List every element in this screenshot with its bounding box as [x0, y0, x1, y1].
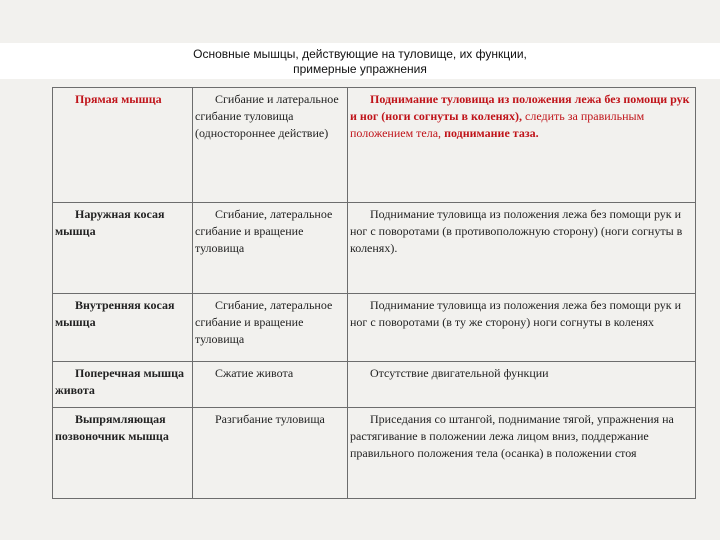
exercise-cell: Поднимание туловища из положения лежа без помощи рук и ног с поворотами (в ту же сторону) ноги согнуты в коленях	[348, 294, 696, 362]
exercise-cell: Приседания со штангой, поднимание тягой, упражнения на растягивание в положении лежа лицом вниз, поддержание правильного положения тела (осанка) в положении стоя	[348, 408, 696, 499]
exercise-cell	[348, 88, 696, 203]
exercise-text-part-1: Поднимание туловища из положения лежа без помощи рук и ног (ноги согнуты в коленях),	[350, 92, 690, 123]
function-cell: Разгибание туловища	[193, 408, 348, 499]
muscle-name-cell: Наружная косая мышца	[53, 203, 193, 294]
function-cell: Сгибание, латеральное сгибание и вращение туловища	[193, 203, 348, 294]
table-row	[53, 203, 696, 294]
muscles-table	[52, 87, 696, 499]
exercise-text-part-2: следить за правильным положением тела,	[350, 109, 645, 140]
table-row	[53, 88, 696, 203]
exercise-cell: Поднимание туловища из положения лежа без помощи рук и ног с поворотами (в противоположную сторону) (ноги согнуты в коленях).	[348, 203, 696, 294]
page-title	[0, 47, 720, 77]
title-line-2: примерные упражнения	[293, 62, 427, 76]
function-cell: Сгибание, латеральное сгибание и вращение туловища	[193, 294, 348, 362]
function-cell: Сжатие живота	[193, 362, 348, 408]
table-row	[53, 294, 696, 362]
exercise-cell: Отсутствие двигательной функции	[348, 362, 696, 408]
title-line-1: Основные мышцы, действующие на туловище, их функции,	[193, 47, 527, 61]
muscle-name-cell: Выпрямляющая позвоночник мышца	[53, 408, 193, 499]
exercise-text-part-3: поднимание таза.	[444, 126, 539, 140]
function-cell: Сгибание и латеральное сгибание туловища (одностороннее действие)	[193, 88, 348, 203]
muscle-name-cell: Прямая мышца	[53, 88, 193, 203]
table-row	[53, 408, 696, 499]
table-row	[53, 362, 696, 408]
muscle-name-cell: Поперечная мышца живота	[53, 362, 193, 408]
muscle-name-cell: Внутренняя косая мышца	[53, 294, 193, 362]
